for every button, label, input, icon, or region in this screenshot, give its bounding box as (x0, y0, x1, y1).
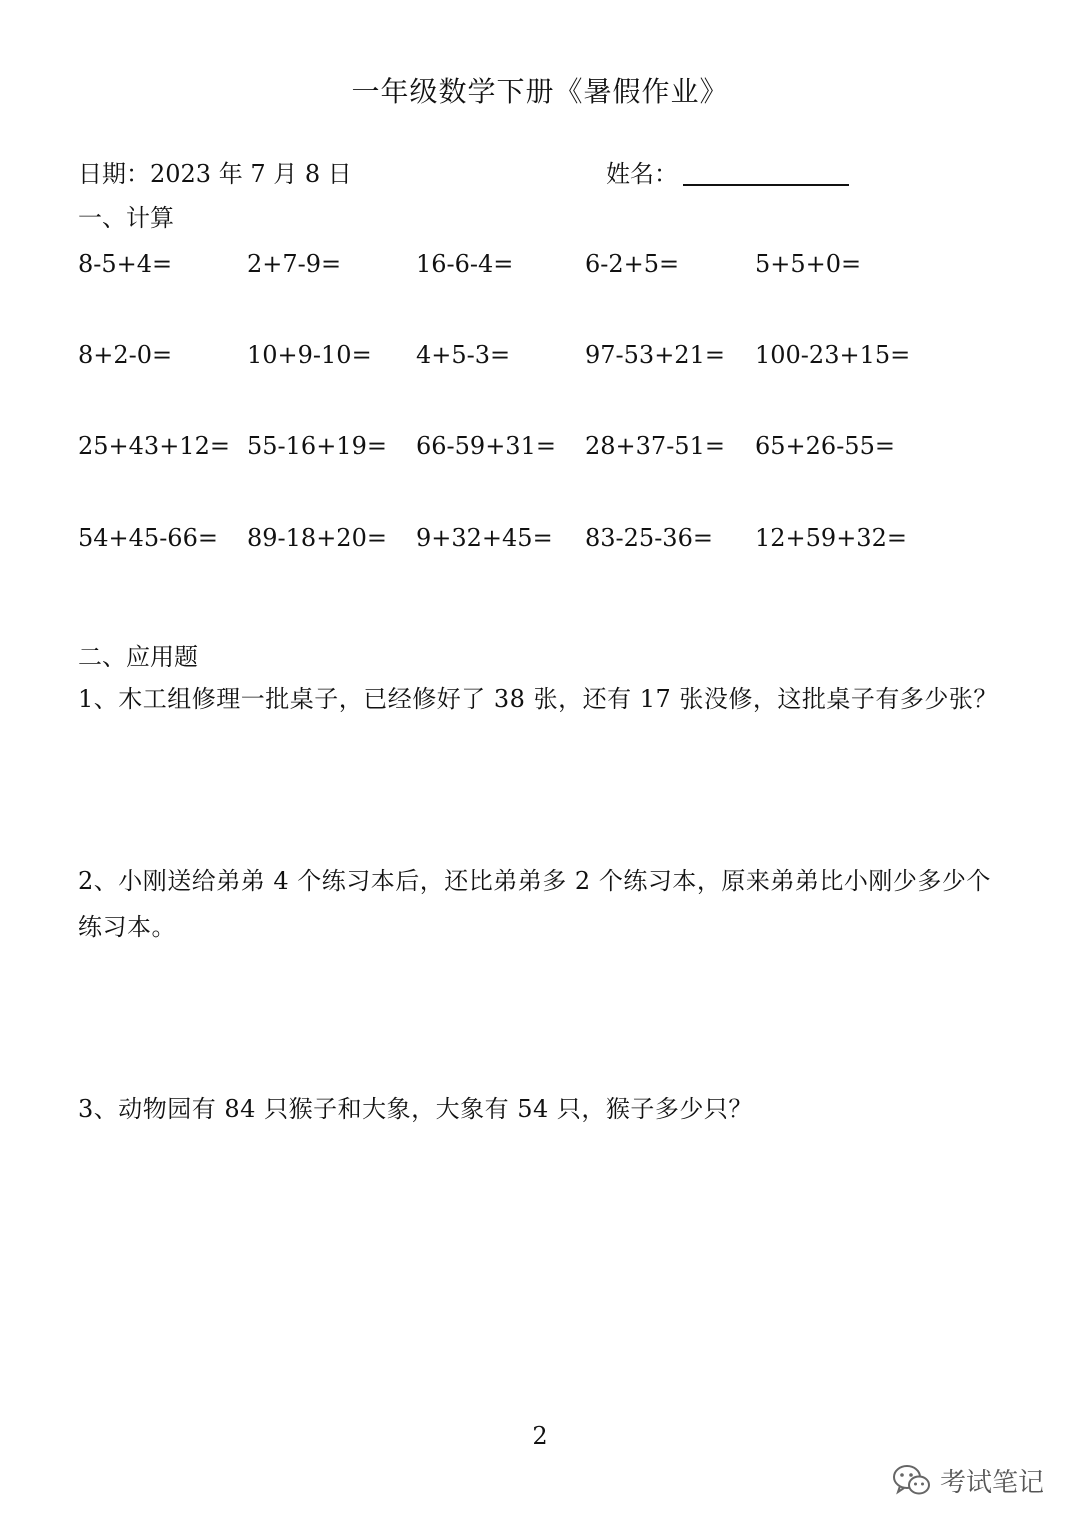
calc-row (78, 242, 1008, 286)
calc-item: 16-6-4= (416, 250, 514, 278)
calc-item: 83-25-36= (585, 524, 713, 552)
word-problem-2: 2、小刚送给弟弟 4 个练习本后，还比弟弟多 2 个练习本，原来弟弟比小刚少多少个练习本。 (78, 867, 991, 941)
section-calc-heading: 一、计算 (78, 204, 174, 232)
calc-item: 65+26-55= (755, 432, 895, 460)
meta-row (78, 152, 1008, 196)
calc-item: 54+45-66= (78, 524, 218, 552)
calc-item: 8-5+4= (78, 250, 173, 278)
word-problem-1: 1、木工组修理一批桌子，已经修好了 38 张，还有 17 张没修，这批桌子有多少张？ (78, 685, 998, 713)
calc-item: 66-59+31= (416, 432, 556, 460)
section-word-problems-heading: 二、应用题 (78, 643, 198, 671)
calc-item: 10+9-10= (247, 341, 372, 369)
watermark-text: 考试笔记 (939, 1467, 1044, 1498)
calc-row (78, 333, 1008, 377)
calc-item: 100-23+15= (755, 341, 911, 369)
name-blank-line[interactable] (683, 184, 849, 186)
calc-item: 25+43+12= (78, 432, 230, 460)
word-problem-3: 3、动物园有 84 只猴子和大象，大象有 54 只，猴子多少只？ (78, 1095, 753, 1123)
calc-item: 28+37-51= (585, 432, 725, 460)
calc-item: 4+5-3= (416, 341, 511, 369)
calc-item: 5+5+0= (755, 250, 862, 278)
calc-item: 89-18+20= (247, 524, 387, 552)
calc-item: 55-16+19= (247, 432, 387, 460)
date-label: 日期：2023 年 7 月 8 日 (78, 160, 352, 188)
name-label: 姓名： (606, 160, 678, 188)
watermark (892, 1458, 1044, 1502)
calc-item: 97-53+21= (585, 341, 725, 369)
wechat-icon (892, 1463, 932, 1497)
page-title: 一年级数学下册《暑假作业》 (351, 75, 729, 108)
calc-row (78, 424, 1008, 468)
calc-row (78, 516, 1008, 560)
calc-item: 8+2-0= (78, 341, 173, 369)
calc-item: 12+59+32= (755, 524, 907, 552)
page-number: 2 (532, 1422, 548, 1450)
calc-item: 2+7-9= (247, 250, 342, 278)
calc-item: 9+32+45= (416, 524, 553, 552)
calc-item: 6-2+5= (585, 250, 680, 278)
